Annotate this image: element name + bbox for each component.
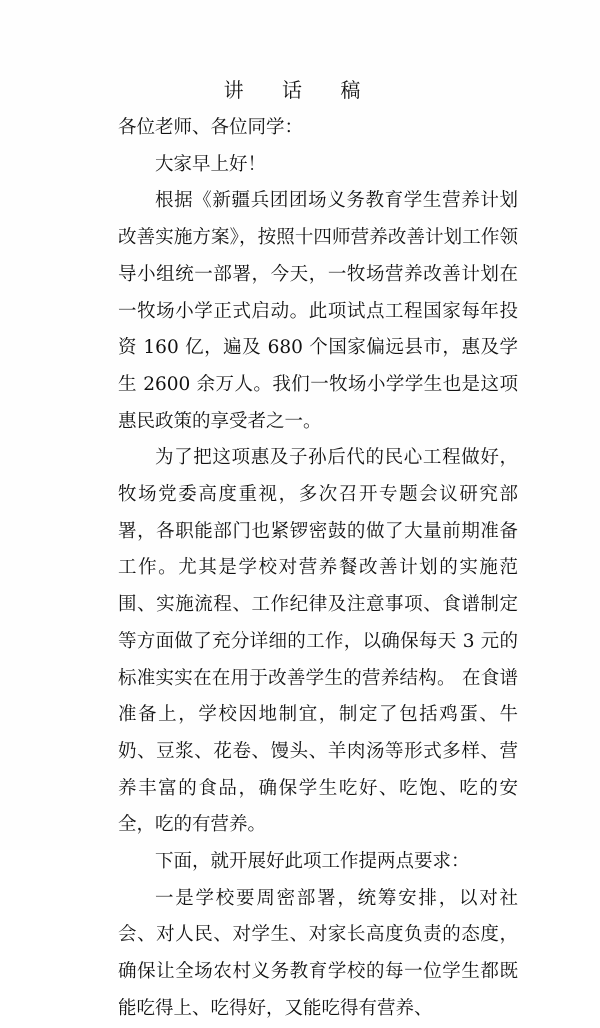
speech-body [118, 110, 518, 1028]
speech-title: 讲 话 稿 [223, 78, 377, 102]
paragraph-greeting: 大家早上好！ [155, 153, 267, 175]
salutation: 各位老师、各位同学： [118, 117, 304, 138]
paragraph-requirements-intro: 下面，就开展好此项工作提两点要求： [155, 851, 470, 873]
paragraph-preparation: 为了把这项惠及子孙后代的民心工程做好，牧场党委高度重视，多次召开专题会议研究部署，各职能部门也紧锣密鼓的做了大量前期准备工作。尤其是学校对营养餐改善计划的实施范围、实施流程、工作纪律及注意事项、食谱制定等方面做了充分详细的工作，以确保每天 3 元的标准实实在在用于改善学生的营养结构。 在食谱准备上，学校因地制宜，制定了包括鸡蛋、牛奶、豆浆、花卷、馒头、羊肉汤等形式多样、营养丰富的食品，确保学生吃好、吃饱、吃的安全，吃的有营养。 [118, 447, 518, 836]
paragraph-launch: 根据《新疆兵团团场义务教育学生营养计划改善实施方案》，按照十四师营养改善计划工作领导小组统一部署，今天，一牧场营养改善计划在一牧场小学正式启动。此项试点工程国家每年投资 160 亿，遍及 680 个国家偏远县市，惠及学生 2600 余万人。我们一牧场小学学生也是这项惠民政策的享受者之一。 [118, 190, 518, 432]
paragraph-requirement-one: 一是学校要周密部署，统筹安排，以对社会、对人民、对学生、对家长高度负责的态度，确保让全场农村义务教育学校的每一位学生都既能吃得上、吃得好，又能吃得有营养、 [118, 887, 518, 1019]
